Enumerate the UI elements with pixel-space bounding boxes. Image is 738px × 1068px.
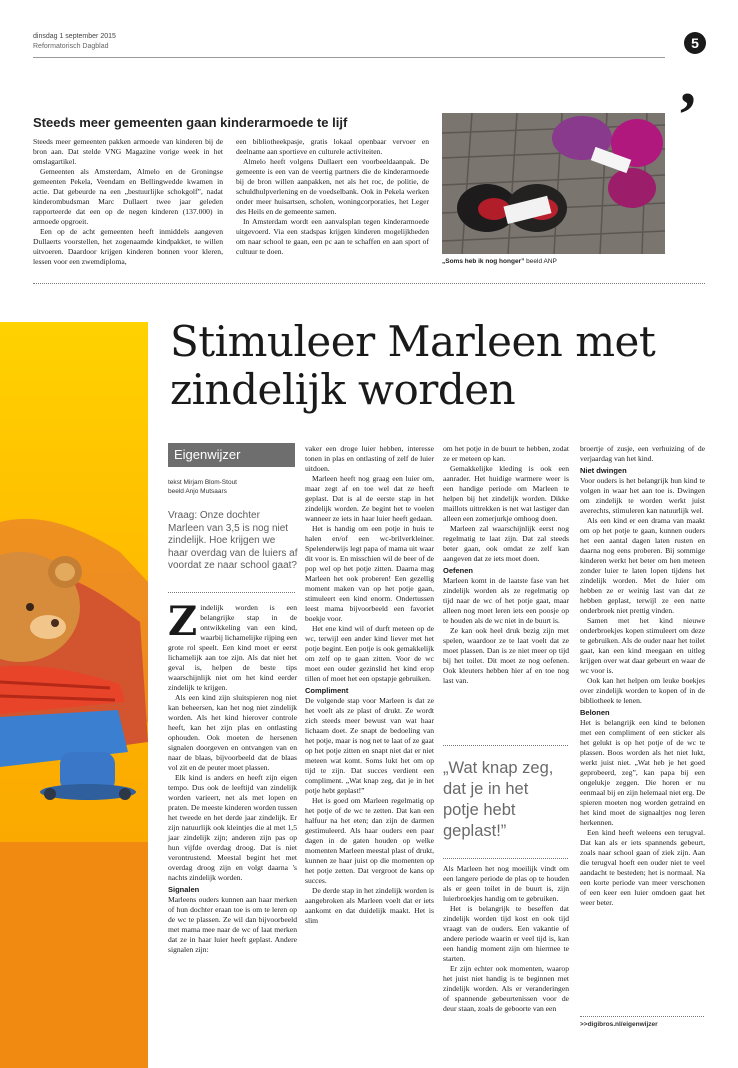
article1-column-2 [236,137,429,257]
paragraph: Almelo heeft volgens Dullaert een voorbeeldaanpak. De gemeente is een van de veertig partners die de kinderarmoede bij de bron willen aanpakken, net als het roc, de politie, de schuldhulpverlening en de voedselbank. Ook in Pekela werken onder meer huisartsen, scholen, woningcorporaties, het Leger des Heils en de gemeente samen. [236,157,429,216]
paragraph: om het potje in de buurt te hebben, zodat ze er meteen op kan. [443,444,569,463]
header-paper-name: Reformatorisch Dagblad [33,43,109,50]
paragraph: een bibliotheekpasje, gratis lokaal openbaar vervoer en deelname aan sportieve en culturele activiteiten. [236,137,429,156]
caption-quote: „Soms heb ik nog honger” [442,258,525,265]
paragraph: Het is handig om een potje in huis te halen en/of een wc-brilverkleiner. Spelenderwijs legt papa of mama uit waar dit voor is. En misschien wil de beer of de pop wel op het potje zitten. Daarna mag Marleen het ook proberen! Een gezellig moment maken van op het potje gaan, stimuleert een kind enorm. Ondertussen leest mama bijvoorbeeld een favoriet boekje voor. [305,524,434,623]
paragraph: Gemakkelijke kleding is ook een aanrader. Het huidige warmere weer is een handige periode om Marleen te helpen bij het zindelijk worden. Dikke maillots uittrekken is net wat lastiger dan alleen een zomerjurkje omhoog doen. [443,464,569,523]
article2-column-2 [305,444,434,926]
children-shoes-photo [442,113,665,254]
subheading: Oefenen [443,566,474,575]
paragraph: Het ene kind wil of durft meteen op de wc, terwijl een ander kind liever met het potje begint. Een potje is ook gemakkelijk om zelf op te gaan zitten. Voor de wc moet een ouder gezinslid het kind erop tillen of moet het een opstapje gebruiken. [305,624,434,683]
paragraph: vaker een droge luier hebben, interesse tonen in plas en ontlasting of zelf de luier uitdoen. [305,444,434,473]
byline-text: tekst Mirjam Blom-Stout [168,479,237,486]
paragraph-with-dropcap: Zindelijk worden is een belangrijke stap in de ontwikkeling van een kind, waarbij lichamelijke rijping een grote rol speelt. Een kind moet er eerst lichamelijk aan toe zijn. Als dat niet het geval is, helpen de beste tips waarschijnlijk niet om het kind eerder zindelijk te krijgen. [168,598,297,692]
main-headline [170,318,730,414]
paragraph: Marleen heeft nog graag een luier om, maar zegt af en toe wel dat ze heeft geplast. Dat is al de eerste stap in het zindelijk worden. Ze begint het te voelen wanneer ze iets in haar luier heeft gedaan. [305,474,434,523]
paragraph: Een op de acht gemeenten heeft inmiddels aangeven Dullaerts voorstellen, het zogenaamde kindpakket, te willen uitvoeren. Daardoor krijgen kinderen bonnen voor kleren, lessen voor een zwemdiploma, [33,227,223,266]
photo-caption [442,258,557,265]
paragraph: Marleen zal waarschijnlijk eerst nog regelmatig te laat zijn. Dat zal steeds beter gaan, ook omdat ze zelf kan aangeven dat ze iets moet doen. [443,524,569,563]
subheading: Compliment [305,686,349,695]
headline-line-1: Stimuleer Marleen met [170,317,656,366]
dropcap: Z [168,598,198,645]
article1-column-1 [33,137,223,267]
pull-quote-rule-bottom [443,858,568,859]
headline-line-2: zindelijk worden [170,365,516,414]
article2-column-1 [168,598,297,955]
comma-logo-icon: , [680,46,696,117]
paragraph: Er zijn echter ook momenten, waarop het juist niet handig is te beginnen met zindelijk worden. Als er veranderingen of spannende gebeurtenissen voor de deur staan, zoals de geboorte van een [443,964,569,1013]
byline-image: beeld Anjo Mutsaars [168,488,227,495]
page-number-badge: 5 [684,32,706,54]
paragraph: In Amsterdam wordt een aanvalsplan tegen kinderarmoede uitgevoerd. Via een stadspas krijgen kinderen mogelijkheden om naar school te gaan, een pc aan te schaffen en aan sport of cultuur te doen. [236,217,429,256]
paragraph: Marleens ouders kunnen aan haar merken of hun dochter eraan toe is om te leren op de wc te plassen. Ze wil dan bijvoorbeeld met mama mee naar de wc of laat merken dat ze in haar luier heeft geplast. Andere signalen zijn: [168,895,297,954]
header-rule [33,57,665,58]
paragraph: Samen met het kind nieuwe onderbroekjes kopen stimuleert om deze te gebruiken. Als de ouder naar het toilet gaat, kan een kind meegaan en uitleg krijgen over wat daar gebeurt en waar de wc voor is. [580,616,705,675]
pull-quote: „Wat knap zeg, dat je in het potje hebt geplast!” [443,759,554,840]
paragraph: De volgende stap voor Marleen is dat ze het voelt als ze plast of drukt. Ze wordt zich steeds meer bewust van wat haar lichaam doet. Ze snapt de bedoeling van het potje, maar is nog net te laat of ze gaat op het potje zitten en snapt niet dat er niet meteen wat komt. Soms lukt het om op tijd te zijn. Dat succes verdient een compliment. „Wat knap zeg, dat je in het potje hebt geplast!” [305,696,434,795]
paragraph: Als Marleen het nog moeilijk vindt om een langere periode de plas op te houden als er geen toilet in de buurt is, zijn luierbroekjes handig om te gebruiken. [443,864,569,903]
paragraph: Als een kind zijn sluitspieren nog niet kan beheersen, kan het nog niet zindelijk worden. Als het kind hierover controle heeft, kan het zijn plas en ontlasting ophouden. Ook moeten de hersenen signalen doorgeven en ontvangen van en naar de blaas, bijvoorbeeld dat de blaas vol zit en de peuter moet plassen. [168,693,297,772]
paragraph: Een kind heeft weleens een terugval. Dat kan als er iets spannends gebeurt, zoals naar school gaan of ziek zijn. Aan die terugval hoeft een ouder niet te veel aandacht te besteden; het is normaal. Na een korte periode van meer verschonen of een keer een luier omdoen gaat het weer beter. [580,828,705,907]
category-label: Eigenwijzer [168,443,295,467]
paragraph: Het is goed om Marleen regelmatig op het potje of de wc te zetten. Dat kan een halfuur na het eten; dan zijn de darmen gestimuleerd. Als haar ouders een paar dagen in de gaten houden op welke momenten Marleen meestal plast of drukt, kunnen ze haar juist op die momenten op het potje zetten. Dat vergroot de kans op succes. [305,796,434,885]
paragraph: Steeds meer gemeenten pakken armoede van kinderen bij de bron aan. Dat stelde VNG Magazine vorige week in het omslagartikel. [33,137,223,166]
intro-question: Vraag: Onze dochter Marleen van 3,5 is nog niet zindelijk. Hoe krijgen we haar overdag van de luiers af voordat ze naar school gaat? [168,510,298,571]
subheading: Niet dwingen [580,466,627,475]
link-rule [580,1016,704,1017]
section-divider [33,283,705,284]
eigenwijzer-link[interactable]: >>digibros.nl/eigenwijzer [580,1021,658,1028]
paragraph: Ze kan ook heel druk bezig zijn met spelen, waardoor ze te laat voelt dat ze moet plassen. Dan is ze niet meer op tijd bij het toilet. Dit moet ze nog oefenen. Ook kleuters hebben hier af en toe nog last van. [443,626,569,685]
paragraph: Als een kind er een drama van maakt om op het potje te gaan, kunnen ouders het een aantal dagen laten rusten en daarna nog eens proberen. Bij sommige kinderen werkt het beter om hen meteen zonder luier te laten lopen tijdens het zindelijk worden. Met de luier om hebben ze er weinig last van dat ze hebben geplast, terwijl ze een natte onderbroek niet prettig vinden. [580,516,705,615]
article2-column-3 [443,444,569,686]
paragraph: Gemeenten als Amsterdam, Almelo en de Groningse gemeenten Pekela, Veendam en Bellingwedde kwamen in actie. Dat gebeurde na een „bestuurlijke schokgolf”, nadat kinderombudsman Marc Dullaert twee jaar geleden rapporteerde dat een op de negen kinderen (137.000) in armoede opgroeit. [33,167,223,226]
paragraph: Voor ouders is het belangrijk hun kind te volgen in waar het aan toe is. Dwingen om zindelijk te worden werkt juist averechts, stimuleren kan natuurlijk wel. [580,476,705,515]
header-date: dinsdag 1 september 2015 [33,33,116,40]
paragraph: Marleen komt in de laatste fase van het zindelijk worden als ze regelmatig op tijd naar de wc of het potje gaat, maar alleen nog moet leren iets een poosje op te houden als de wc niet in de buurt is. [443,576,569,625]
teddy-bear-illustration [0,322,148,1068]
paragraph: broertje of zusje, een verhuizing of de verjaardag van het kind. [580,444,705,463]
byline [168,478,237,496]
article2-column-3-continued [443,864,569,1014]
paragraph: Ook kan het helpen om leuke boekjes over zindelijk worden te kopen of in de bibliotheek te lenen. [580,676,705,705]
paragraph: Het is belangrijk te beseffen dat zindelijk worden tijd kost en ook tijd vraagt van de ouders. Een vakantie of andere periode waarin er veel tijd is, kan een handig moment zijn om hiermee te starten. [443,904,569,963]
caption-credit: beeld ANP [526,258,557,265]
pull-quote-rule-top [443,745,568,746]
paragraph: Het is belangrijk een kind te belonen met een compliment of een sticker als het gelukt is op het potje of de wc te plassen. Boos worden als het niet lukt, werkt juist niet. „Wat heb je het goed geprobeerd, zeg”, kan papa bij een ongelukje zeggen. Die horen er nu eenmaal bij en zijn helemaal niet erg. De spieren moeten nog worden getraind en het kind moet de signaaltjes nog leren herkennen. [580,718,705,827]
subheading: Belonen [580,708,610,717]
article1-title: Steeds meer gemeenten gaan kinderarmoede te lijf [33,115,348,130]
article2-column-4 [580,444,705,908]
paragraph: Elk kind is anders en heeft zijn eigen tempo. Dus ook de leeftijd van zindelijk worden varieert, net als met lopen en praten. De meeste kinderen worden tussen het tweede en het derde jaar zindelijk. Er zijn natuurlijk ook kleintjes die al met 1,5 jaar zindelijk zijn; anderen zijn pas op hun vijfde overdag droog. Dat is niet verontrustend. Meestal begint het met overdag droog zijn en volgt daarna 's nachts zindelijk worden. [168,773,297,882]
paragraph: De derde stap in het zindelijk worden is aangebroken als Marleen voelt dat er iets aankomt en dat duidelijk maakt. Het is slim [305,886,434,925]
intro-divider [168,592,295,593]
subheading: Signalen [168,885,200,894]
